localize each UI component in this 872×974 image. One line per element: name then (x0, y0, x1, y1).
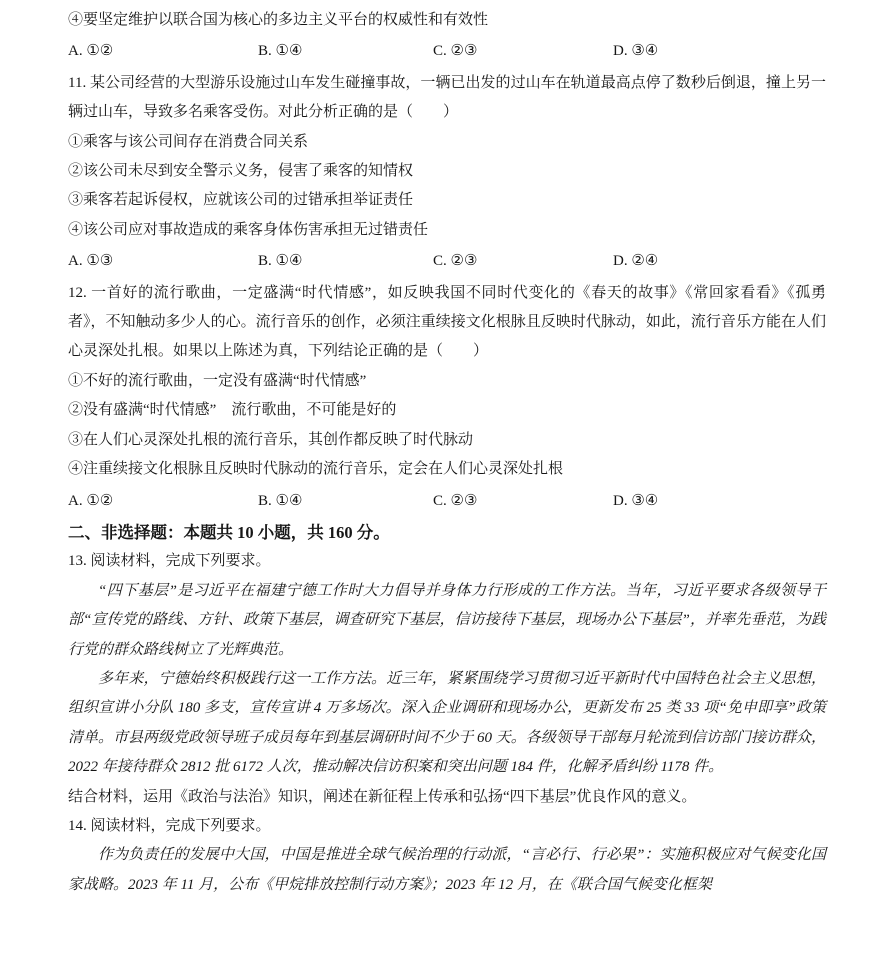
q11-item-4: ④该公司应对事故造成的乘客身体伤害承担无过错责任 (68, 221, 429, 238)
answer-choice-b: B. ①④ (258, 253, 303, 270)
answer-choice-a: A. ①② (68, 492, 114, 509)
q14-intro: 14. 阅读材料，完成下列要求。 (68, 817, 271, 834)
q10-option-4: ④要坚定维护以联合国为核心的多边主义平台的权威性和有效性 (68, 12, 489, 28)
answer-choice-d: D. ③④ (613, 492, 659, 509)
q13-intro: 13. 阅读材料，完成下列要求。 (68, 553, 271, 570)
answer-choice-a: A. ①② (68, 43, 114, 60)
section-heading: 二、非选择题：本题共 10 小题，共 160 分。 (68, 522, 390, 542)
q12-item-4: ④注重续接文化根脉且反映时代脉动的流行音乐，定会在人们心灵深处扎根 (68, 461, 564, 478)
q12-answer-choices-row (68, 487, 826, 516)
q10-answer-choices-row (68, 37, 826, 66)
q13-task-instruction: 结合材料，运用《政治与法治》知识，阐述在新征程上传承和弘扬“四下基层”优良作风的意义。 (68, 788, 697, 805)
answer-choice-c: C. ②③ (433, 253, 478, 270)
q12-stem: 12. 一首好的流行歌曲，一定盛满“时代情感”，如反映我国不同时代变化的《春天的故事》《常回家看看》《孤勇者》，不知触动多少人的心。流行音乐的创作，必须注重续接文化根脉且反映时代脉动，如此，流行音乐方能在人们心灵深处扎根。如果以上陈述为真，下列结论正确的是（ ） (68, 284, 826, 360)
answer-choice-d: D. ③④ (613, 43, 659, 60)
q12-item-1: ①不好的流行歌曲，一定没有盛满“时代情感” (68, 372, 367, 389)
answer-choice-d: D. ②④ (613, 253, 659, 270)
q11-stem: 11. 某公司经营的大型游乐设施过山车发生碰撞事故，一辆已出发的过山车在轨道最高点停了数秒后倒退，撞上另一辆过山车，导致多名乘客受伤。对此分析正确的是（ ） (68, 74, 826, 121)
answer-choice-c: C. ②③ (433, 43, 478, 60)
q11-answer-choices-row (68, 247, 826, 276)
q13-material-paragraph-1: “四下基层”是习近平在福建宁德工作时大力倡导并身体力行形成的工作方法。当年，习近平要求各级领导干部“宣传党的路线、方针、政策下基层，调查研究下基层，信访接待下基层，现场办公下基层”，并率先垂范，为践行党的群众路线树立了光辉典范。 (68, 582, 826, 658)
q12-item-3: ③在人们心灵深处扎根的流行音乐，其创作都反映了时代脉动 (68, 431, 474, 448)
q13-material-paragraph-2: 多年来，宁德始终积极践行这一工作方法。近三年，紧紧围绕学习贯彻习近平新时代中国特色社会主义思想，组织宣讲小分队 180 多支，宣传宣讲 4 万多场次。深入企业调研和现场办公，更新发布 25 类 33 项“免申即享”政策清单。市县两级党政领导班子成员每年到基层调研时间不少于 60 天。各级领导干部每月轮流到信访部门接访群众，2022 年接待群众 2812 批 6172 人次，推动解决信访积案和突出问题 184 件，化解矛盾纠纷 1178 件。 (68, 670, 826, 776)
q11-item-2: ②该公司未尽到安全警示义务，侵害了乘客的知情权 (68, 163, 414, 180)
answer-choice-a: A. ①③ (68, 253, 114, 270)
q14-material-paragraph-1: 作为负责任的发展中大国，中国是推进全球气候治理的行动派，“言必行、行必果”：实施积极应对气候变化国家战略。2023 年 11 月，公布《甲烷排放控制行动方案》；2023 年 12 月，在《联合国气候变化框架 (68, 847, 826, 893)
answer-choice-c: C. ②③ (433, 492, 478, 509)
answer-choice-b: B. ①④ (258, 43, 303, 60)
q12-item-2: ②没有盛满“时代情感” 流行歌曲，不可能是好的 (68, 402, 397, 419)
q11-item-1: ①乘客与该公司间存在消费合同关系 (68, 133, 309, 150)
q11-item-3: ③乘客若起诉侵权，应就该公司的过错承担举证责任 (68, 192, 414, 209)
answer-choice-b: B. ①④ (258, 492, 303, 509)
